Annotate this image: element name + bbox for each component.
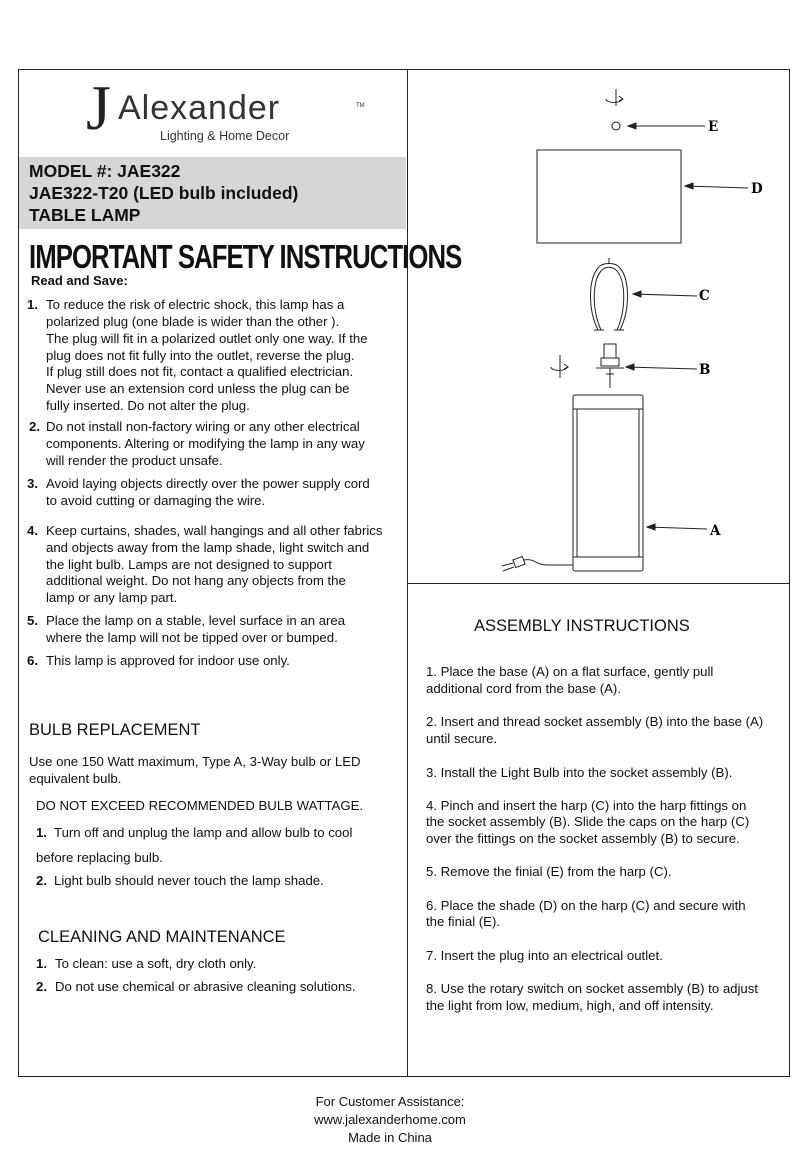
- assembly-step-6: the finial (E).: [426, 914, 501, 929]
- logo-trademark: TM: [356, 103, 365, 109]
- safety-item-1-num: 1.: [27, 297, 38, 312]
- assembly-step-1: additional cord from the base (A).: [426, 681, 621, 696]
- safety-item-5-line: Place the lamp on a stable, level surface in an area: [46, 613, 346, 628]
- safety-item-2-num: 2.: [29, 419, 40, 434]
- assembly-step-4: over the fittings on the socket assembly (B) to secure.: [426, 831, 740, 846]
- safety-item-2-line: will render the product unsafe.: [46, 453, 223, 468]
- label-e: E: [708, 119, 719, 135]
- label-a: A: [710, 523, 721, 539]
- bulb-step-1-num: 1.: [36, 825, 47, 840]
- bulb-step-2-num: 2.: [36, 873, 47, 888]
- assembly-step-4: the socket assembly (B). Slide the caps on the harp (C): [426, 814, 750, 829]
- safety-item-1-line: To reduce the risk of electric shock, this lamp has a: [46, 297, 345, 312]
- footer-origin: Made in China: [348, 1130, 432, 1145]
- cleaning-step-2-num: 2.: [36, 979, 47, 994]
- harp-part: [591, 258, 628, 330]
- safety-item-3-num: 3.: [27, 476, 38, 491]
- label-c: C: [699, 288, 710, 304]
- safety-item-6-num: 6.: [27, 653, 38, 668]
- cleaning-step-2: Do not use chemical or abrasive cleaning solutions.: [55, 979, 356, 994]
- bulb-text: Use one 150 Watt maximum, Type A, 3-Way bulb or LED: [29, 754, 361, 769]
- finial-part: [612, 122, 620, 130]
- rotate-arrow-icon: [551, 355, 568, 378]
- base-part: [573, 395, 643, 571]
- assembly-step-8: 8. Use the rotary switch on socket assembly (B) to adjust: [426, 981, 759, 996]
- label-b: B: [699, 362, 711, 378]
- logo-initial: J: [86, 77, 111, 143]
- safety-item-4-line: and objects away from the lamp shade, light switch and: [46, 540, 370, 555]
- assembly-step-2: until secure.: [426, 731, 498, 746]
- safety-item-1-line: fully inserted. Do not alter the plug.: [46, 398, 250, 413]
- assembly-step-1: 1. Place the base (A) on a flat surface, gently pull: [426, 664, 714, 679]
- bulb-warning: DO NOT EXCEED RECOMMENDED BULB WATTAGE.: [36, 798, 364, 813]
- shade-part: [537, 150, 681, 243]
- assembly-title: ASSEMBLY INSTRUCTIONS: [474, 617, 690, 635]
- safety-item-1-line: The plug will fit in a polarized outlet only one way. If the: [46, 331, 368, 346]
- bulb-step-1: before replacing bulb.: [36, 850, 163, 865]
- safety-title: IMPORTANT SAFETY INSTRUCTIONS: [29, 238, 462, 275]
- safety-item-1-line: plug does not fit fully into the outlet, reverse the plug.: [46, 348, 355, 363]
- safety-item-2-line: Do not install non-factory wiring or any other electrical: [46, 419, 360, 434]
- assembly-step-5: 5. Remove the finial (E) from the harp (C).: [426, 864, 672, 879]
- assembly-step-4: 4. Pinch and insert the harp (C) into the harp fittings on: [426, 798, 747, 813]
- assembly-step-3: 3. Install the Light Bulb into the socket assembly (B).: [426, 765, 733, 780]
- safety-item-1-line: If plug still does not fit, contact a qualified electrician.: [46, 364, 354, 379]
- safety-item-2-line: components. Altering or modifying the lamp in any way: [46, 436, 365, 451]
- assembly-step-2: 2. Insert and thread socket assembly (B) into the base (A): [426, 714, 764, 729]
- safety-item-4-line: additional weight. Do not hang any objects from the: [46, 573, 346, 588]
- safety-item-1-line: Never use an extension cord unless the plug can be: [46, 381, 350, 396]
- model-variant: JAE322-T20 (LED bulb included): [29, 183, 299, 203]
- safety-item-1-line: polarized plug (one blade is wider than the other ).: [46, 314, 340, 329]
- lamp-diagram: [409, 71, 789, 582]
- model-number: MODEL #: JAE322: [29, 161, 181, 181]
- safety-item-4-line: Keep curtains, shades, wall hangings and all other fabrics: [46, 523, 383, 538]
- bulb-title: BULB REPLACEMENT: [29, 721, 201, 739]
- safety-subtitle: Read and Save:: [31, 273, 128, 288]
- assembly-step-6: 6. Place the shade (D) on the harp (C) and secure with: [426, 898, 746, 913]
- diagram-divider: [407, 583, 790, 584]
- assembly-step-7: 7. Insert the plug into an electrical outlet.: [426, 948, 663, 963]
- safety-item-4-num: 4.: [27, 523, 38, 538]
- safety-item-4-line: the light bulb. Lamps are not designed to support: [46, 557, 332, 572]
- rotate-arrow-icon: [606, 89, 623, 106]
- logo-name: Alexander: [118, 89, 281, 127]
- cleaning-step-1-num: 1.: [36, 956, 47, 971]
- assembly-step-8: the light from low, medium, high, and off intensity.: [426, 998, 714, 1013]
- label-d: D: [751, 181, 763, 197]
- power-cord: [502, 557, 573, 571]
- safety-item-5-line: where the lamp will not be tipped over or bumped.: [46, 630, 338, 645]
- bulb-text: equivalent bulb.: [29, 771, 122, 786]
- cleaning-step-1: To clean: use a soft, dry cloth only.: [55, 956, 257, 971]
- safety-item-4-line: lamp or any lamp part.: [46, 590, 178, 605]
- brand-logo: [80, 77, 380, 147]
- bulb-step-1: Turn off and unplug the lamp and allow bulb to cool: [54, 825, 353, 840]
- footer-website[interactable]: www.jalexanderhome.com: [314, 1112, 466, 1127]
- safety-item-6-line: This lamp is approved for indoor use only.: [46, 653, 290, 668]
- footer-assistance: For Customer Assistance:: [315, 1094, 465, 1109]
- bulb-step-2: Light bulb should never touch the lamp shade.: [54, 873, 324, 888]
- model-type: TABLE LAMP: [29, 205, 141, 225]
- socket-part: [596, 344, 624, 388]
- safety-item-5-num: 5.: [27, 613, 38, 628]
- safety-item-3-line: Avoid laying objects directly over the power supply cord: [46, 476, 370, 491]
- safety-item-3-line: to avoid cutting or damaging the wire.: [46, 493, 266, 508]
- cleaning-title: CLEANING AND MAINTENANCE: [38, 928, 286, 946]
- logo-tagline: Lighting & Home Decor: [160, 129, 290, 143]
